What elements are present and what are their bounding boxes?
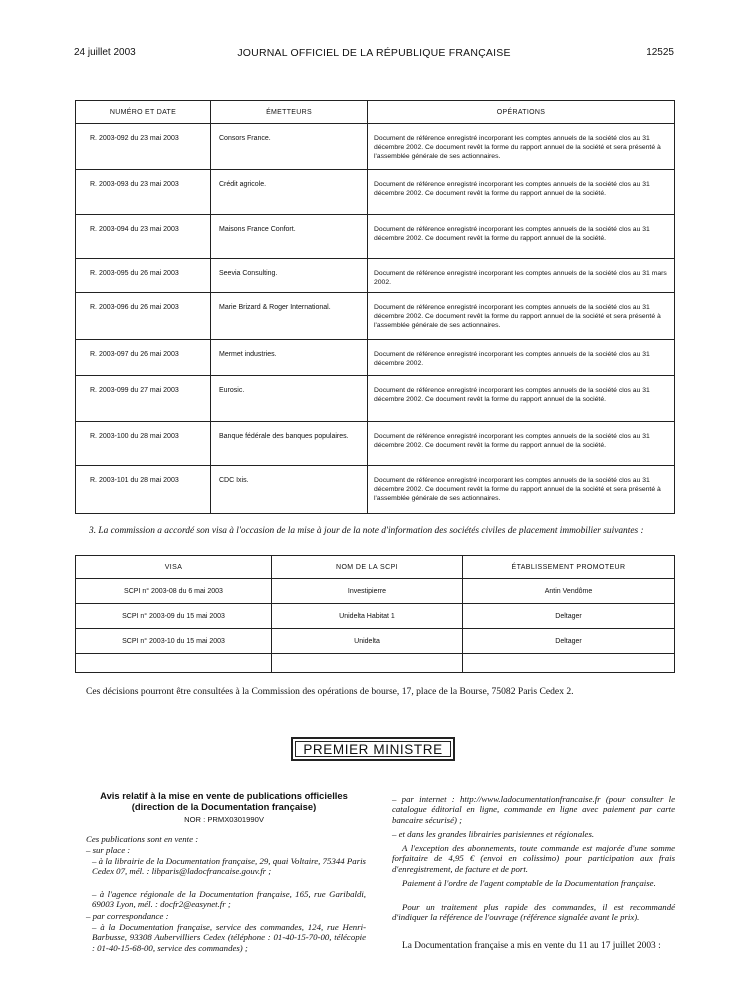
service-commandes-paragraph: – à la Documentation française, service des commandes, 124, rue Henri-Barbusse, 93308 Aubervilliers Cedex (téléphone : 01-40-15-70-00, télécopie : 01-40-15-68-00, service des commandes) ; [92, 922, 366, 953]
table-row [76, 604, 675, 629]
column-header-promoteur: ÉTABLISSEMENT PROMOTEUR [463, 556, 675, 579]
cell-emetteur: CDC Ixis. [211, 466, 368, 514]
cell-numero: R. 2003-096 du 26 mai 2003 [76, 293, 211, 340]
cell-operation: Document de référence enregistré incorporant les comptes annuels de la société clos au 31 décembre 2002. Ce document revêt la forme du rapport annuel de la société. [368, 170, 675, 215]
cell-numero: R. 2003-092 du 23 mai 2003 [76, 124, 211, 170]
agence-paragraph: – à l'agence régionale de la Documentation française, 165, rue Garibaldi, 69003 Lyon, mél. : docfr2@easynet.fr ; [92, 889, 366, 910]
table-row [76, 466, 675, 514]
table-header-row [76, 556, 675, 579]
table-row [76, 124, 675, 170]
cell-promoteur: Deltager [463, 604, 675, 629]
cell-nom: Investipierre [272, 579, 463, 604]
cell-emetteur: Marie Brizard & Roger International. [211, 293, 368, 340]
header-date: 24 juillet 2003 [74, 47, 136, 58]
cell-emetteur: Seevia Consulting. [211, 259, 368, 293]
cell-operation: Document de référence enregistré incorporant les comptes annuels de la société clos au 31 décembre 2002. Ce document revêt la forme du rapport annuel de la société et sera présenté à l'assemblée générale de ses actionnaires. [368, 466, 675, 514]
table-row [76, 340, 675, 376]
cell-operation: Document de référence enregistré incorporant les comptes annuels de la société clos au 31 décembre 2002. Ce document revêt la forme du rapport annuel de la société et sera présenté à l'assemblée générale de ses actionnaires. [368, 293, 675, 340]
cell-emetteur: Crédit agricole. [211, 170, 368, 215]
cell-numero: R. 2003-101 du 28 mai 2003 [76, 466, 211, 514]
paragraph-scpi-intro: 3. La commission a accordé son visa à l'occasion de la mise à jour de la note d'information des sociétés civiles de placement immobilier suivantes : [89, 526, 644, 536]
references-table [75, 100, 675, 514]
table-row [76, 376, 675, 422]
cell-promoteur: Deltager [463, 629, 675, 654]
table-row [76, 293, 675, 340]
sur-place-line: – sur place : [86, 845, 131, 855]
cell-visa: SCPI n° 2003-10 du 15 mai 2003 [76, 629, 272, 654]
cell-operation: Document de référence enregistré incorporant les comptes annuels de la société clos au 31 mars 2002. [368, 259, 675, 293]
librairie-paragraph: – à la librairie de la Documentation française, 29, quai Voltaire, 75344 Paris Cedex 07, mél. : libparis@ladocfrancaise.gouv.fr ; [92, 856, 366, 877]
exception-paragraph: A l'exception des abonnements, toute commande est majorée d'une somme forfaitaire de 4,95 € (envoi en colissimo) pour participation aux frais d'enregistrement, de facture et de port. [392, 843, 675, 874]
cell-emetteur: Mermet industries. [211, 340, 368, 376]
cell-numero: R. 2003-100 du 28 mai 2003 [76, 422, 211, 466]
cell-emetteur: Consors France. [211, 124, 368, 170]
correspondance-line: – par correspondance : [86, 911, 169, 921]
cell-empty [463, 654, 675, 673]
cell-visa: SCPI n° 2003-08 du 6 mai 2003 [76, 579, 272, 604]
cell-nom: Unidelta [272, 629, 463, 654]
section-title-box [291, 737, 455, 761]
column-header-operations: OPÉRATIONS [368, 101, 675, 124]
cell-visa: SCPI n° 2003-09 du 15 mai 2003 [76, 604, 272, 629]
column-header-numero: NUMÉRO ET DATE [76, 101, 211, 124]
paiement-paragraph: Paiement à l'ordre de l'agent comptable de la Documentation française. [402, 878, 656, 888]
table-row [76, 422, 675, 466]
cell-promoteur: Antin Vendôme [463, 579, 675, 604]
table-header-row [76, 101, 675, 124]
cell-numero: R. 2003-095 du 26 mai 2003 [76, 259, 211, 293]
decisions-note: Ces décisions pourront être consultées à la Commission des opérations de bourse, 17, place de la Bourse, 75082 Paris Cedex 2. [86, 686, 574, 697]
avis-title [75, 790, 373, 812]
cell-emetteur: Banque fédérale des banques populaires. [211, 422, 368, 466]
table-row-empty [76, 654, 675, 673]
cell-numero: R. 2003-097 du 26 mai 2003 [76, 340, 211, 376]
table-row [76, 629, 675, 654]
cell-numero: R. 2003-093 du 23 mai 2003 [76, 170, 211, 215]
librairies-line: – et dans les grandes librairies parisiennes et régionales. [392, 829, 595, 839]
journal-title: JOURNAL OFFICIEL DE LA RÉPUBLIQUE FRANÇAISE [237, 47, 511, 59]
scpi-table [75, 555, 675, 673]
column-header-visa: VISA [76, 556, 272, 579]
cell-numero: R. 2003-099 du 27 mai 2003 [76, 376, 211, 422]
cell-nom: Unidelta Habitat 1 [272, 604, 463, 629]
avis-title-line1: Avis relatif à la mise en vente de publications officielles [100, 790, 348, 801]
table-row [76, 259, 675, 293]
internet-paragraph: – par internet : http://www.ladocumentationfrancaise.fr (pour consulter le catalogue éditorial en ligne, commande en ligne avec paiement par carte bancaire sécurisé) ; [392, 794, 675, 825]
cell-operation: Document de référence enregistré incorporant les comptes annuels de la société clos au 31 décembre 2002. [368, 340, 675, 376]
table-row [76, 579, 675, 604]
page-number: 12525 [646, 47, 674, 58]
column-header-nom-scpi: NOM DE LA SCPI [272, 556, 463, 579]
intro-line: Ces publications sont en vente : [86, 834, 199, 844]
column-header-emetteurs: ÉMETTEURS [211, 101, 368, 124]
section-title: PREMIER MINISTRE [303, 741, 443, 757]
cell-emetteur: Eurosic. [211, 376, 368, 422]
cell-operation: Document de référence enregistré incorporant les comptes annuels de la société clos au 31 décembre 2002. Ce document revêt la forme du rapport annuel de la société. [368, 376, 675, 422]
avis-title-line2: (direction de la Documentation française) [131, 801, 317, 812]
cell-emetteur: Maisons France Confort. [211, 215, 368, 259]
mise-en-vente-paragraph: La Documentation française a mis en vente du 11 au 17 juillet 2003 : [402, 941, 661, 951]
cell-operation: Document de référence enregistré incorporant les comptes annuels de la société clos au 31 décembre 2002. Ce document revêt la forme du rapport annuel de la société. [368, 215, 675, 259]
cell-operation: Document de référence enregistré incorporant les comptes annuels de la société clos au 31 décembre 2002. Ce document revêt la forme du rapport annuel de la société et sera présenté à l'assemblée générale de ses actionnaires. [368, 124, 675, 170]
cell-empty [272, 654, 463, 673]
table-row [76, 215, 675, 259]
cell-empty [76, 654, 272, 673]
cell-operation: Document de référence enregistré incorporant les comptes annuels de la société clos au 31 décembre 2002. Ce document revêt la forme du rapport annuel de la société. [368, 422, 675, 466]
traitement-paragraph: Pour un traitement plus rapide des commandes, il est recommandé d'indiquer la référence de l'ouvrage (référence signalée avant le prix). [392, 902, 675, 923]
nor-reference: NOR : PRMX0301990V [184, 815, 264, 824]
cell-numero: R. 2003-094 du 23 mai 2003 [76, 215, 211, 259]
table-row [76, 170, 675, 215]
